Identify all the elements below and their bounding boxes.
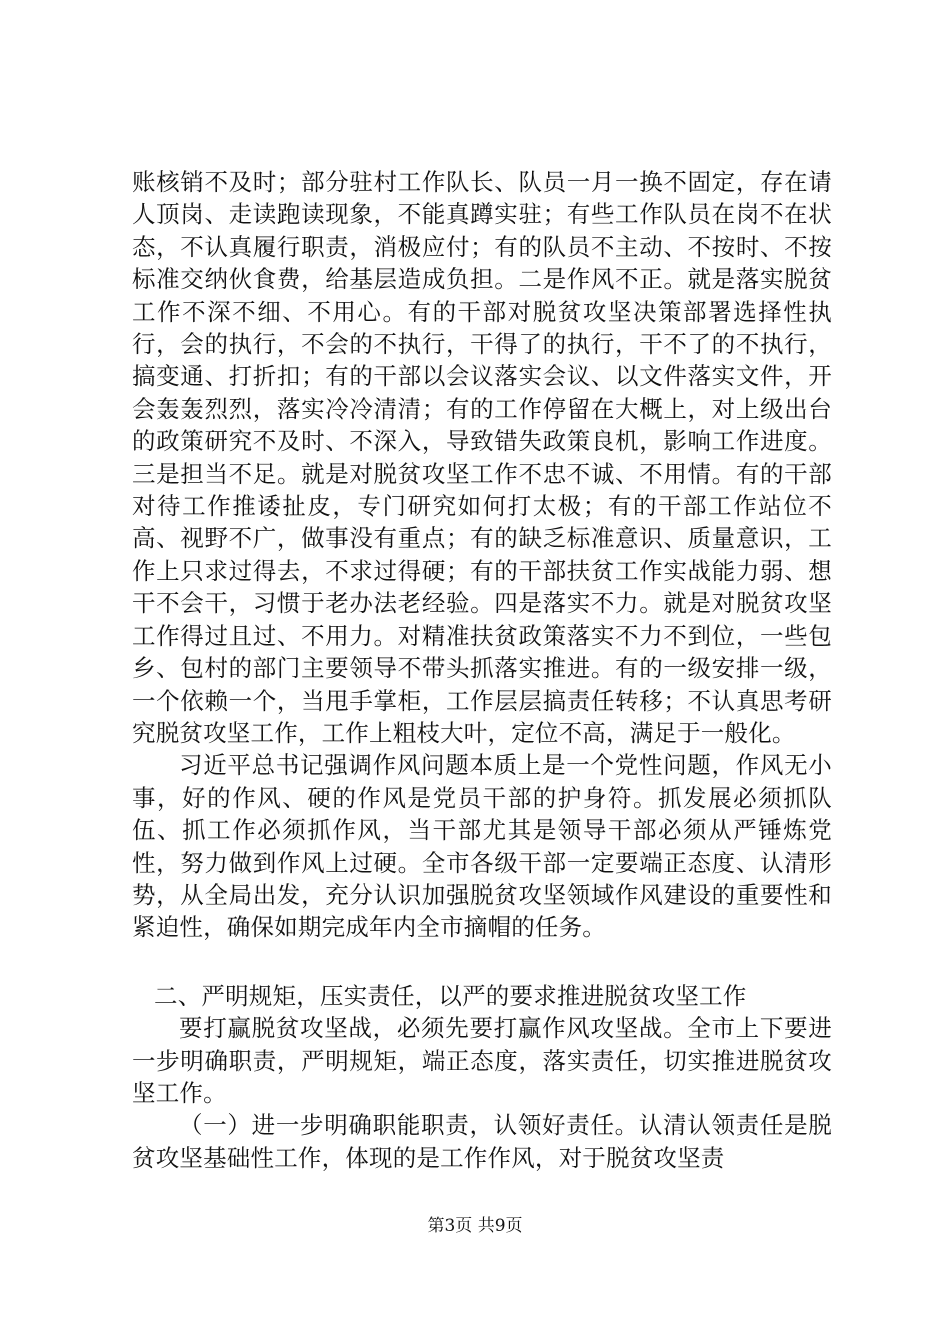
paragraph-continued: 账核销不及时；部分驻村工作队长、队员一月一换不固定，存在请人顶岗、走读跑读现象，不能真蹲实驻；有些工作队员在岗不在状态，不认真履行职责，消极应付；有的队员不主动、不按时、不按标准交纳伙食费，给基层造成负担。二是作风不正。就是落实脱贫工作不深不细、不用心。有的干部对脱贫攻坚决策部署选择性执行，会的执行，不会的不执行，干得了的执行，干不了的不执行，搞变通、打折扣；有的干部以会议落实会议、以文件落实文件，开会轰轰烈烈，落实冷冷清清；有的工作停留在大概上，对上级出台的政策研究不及时、不深入，导致错失政策良机，影响工作进度。三是担当不足。就是对脱贫攻坚工作不忠不诚、不用情。有的干部对待工作推诿扯皮，专门研究如何打太极；有的干部工作站位不高、视野不广，做事没有重点；有的缺乏标准意识、质量意识，工作上只求过得去，不求过得硬；有的干部扶贫工作实战能力弱、想干不会干，习惯于老办法老经验。四是落实不力。就是对脱贫攻坚工作得过且过、不用力。对精准扶贫政策落实不力不到位，一些包乡、包村的部门主要领导不带头抓落实推进。有的一级安排一级，一个依赖一个，当甩手掌柜，工作层层搞责任转移；不认真思考研究脱贫攻坚工作，工作上粗枝大叶，定位不高，满足于一般化。 — [132, 168, 832, 747]
paragraph-gap — [132, 944, 832, 980]
subsection-paragraph: （一）进一步明确职能职责，认领好责任。认清认领责任是脱贫攻坚基础性工作，体现的是工作作风，对于脱贫攻坚责 — [132, 1111, 832, 1172]
page-footer: 第3页 共9页 — [427, 1216, 523, 1236]
section-heading: 二、严明规矩，压实责任，以严的要求推进脱贫攻坚工作 — [154, 981, 747, 1010]
document-body — [132, 166, 832, 1174]
paragraph-section-intro: 要打赢脱贫攻坚战，必须先要打赢作风攻坚战。全市上下要进一步明确职责，严明规矩，端正态度，落实责任，切实推进脱贫攻坚工作。 — [132, 1014, 832, 1107]
paragraph-xi-quote: 习近平总书记强调作风问题本质上是一个党性问题，作风无小事，好的作风、硬的作风是党员干部的护身符。抓发展必须抓队伍、抓工作必须抓作风，当干部尤其是领导干部必须从严锤炼党性，努力做到作风上过硬。全市各级干部一定要端正态度、认清形势，从全局出发，充分认识加强脱贫攻坚领域作风建设的重要性和紧迫性，确保如期完成年内全市摘帽的任务。 — [132, 751, 832, 942]
